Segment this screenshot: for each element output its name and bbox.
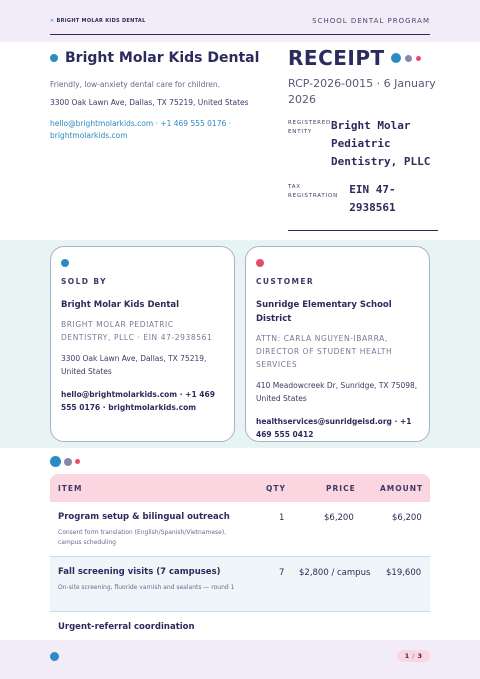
footer-dot-icon bbox=[50, 652, 59, 661]
page-indicator bbox=[397, 650, 430, 662]
row-description bbox=[58, 622, 238, 632]
dot-medium-icon bbox=[64, 458, 72, 466]
header-amount: AMOUNT bbox=[380, 484, 424, 493]
receipt-rule bbox=[288, 230, 438, 231]
company-address: 3300 Oak Lawn Ave, Dallas, TX 75219, United States bbox=[50, 98, 249, 107]
table-row bbox=[50, 502, 430, 557]
tax-registration bbox=[288, 181, 438, 217]
company-header bbox=[50, 50, 270, 142]
row-description bbox=[58, 567, 238, 593]
row-description bbox=[58, 512, 238, 548]
registered-entity bbox=[288, 117, 438, 171]
row-title: Fall screening visits (7 campuses) bbox=[58, 567, 221, 577]
registered-value: Bright Molar Pediatric Dentistry, PLLC bbox=[331, 119, 431, 168]
sold-by-name: Bright Molar Kids Dental bbox=[61, 300, 180, 310]
dot-large-icon bbox=[50, 456, 61, 467]
tax-value: EIN 47-2938561 bbox=[349, 183, 396, 214]
row-title: Urgent-referral coordination bbox=[58, 622, 195, 632]
company-name: Bright Molar Kids Dental bbox=[65, 50, 260, 66]
header-price: PRICE bbox=[326, 484, 356, 493]
x-mark-icon: ✕ bbox=[50, 18, 55, 24]
header-qty: QTY bbox=[266, 484, 286, 493]
receipt-title bbox=[288, 46, 438, 70]
sold-by-address: 3300 Oak Lawn Ave, Dallas, TX 75219, United States bbox=[61, 354, 207, 376]
sold-by-contact[interactable]: hello@brightmolarkids.com · +1 469 555 0176 · brightmolarkids.com bbox=[61, 390, 215, 412]
row-qty: 1 bbox=[279, 513, 285, 523]
line-items-table bbox=[50, 474, 430, 639]
page-total: 3 bbox=[417, 652, 422, 660]
customer-address: 410 Meadowcreek Dr, Sunridge, TX 75098, United States bbox=[256, 381, 418, 403]
separator-dots bbox=[50, 456, 80, 467]
customer-attn: ATTN: CARLA NGUYEN-IBARRA, DIRECTOR OF STUDENT HEALTH SERVICES bbox=[256, 334, 393, 369]
registered-label: REGISTERED ENTITY bbox=[288, 120, 332, 135]
page-separator: / bbox=[412, 652, 415, 660]
page-current: 1 bbox=[404, 652, 410, 660]
row-amount: $6,200 bbox=[392, 513, 422, 523]
program-label: SCHOOL DENTAL PROGRAM bbox=[312, 17, 430, 25]
row-title: Program setup & bilingual outreach bbox=[58, 512, 230, 522]
dot-large-icon bbox=[391, 53, 401, 63]
row-subtitle: On-site screening, fluoride varnish and sealants — round 1 bbox=[58, 584, 235, 591]
customer-name: Sunridge Elementary School District bbox=[256, 300, 392, 324]
table-row bbox=[50, 557, 430, 612]
brand-mini bbox=[50, 18, 146, 24]
row-price: $6,200 bbox=[324, 513, 354, 523]
row-subtitle: Consent form translation (English/Spanish/Vietnamese), campus scheduling bbox=[58, 529, 227, 546]
dot-small-icon bbox=[416, 56, 421, 61]
top-bar bbox=[0, 0, 480, 42]
receipt-header bbox=[288, 46, 438, 217]
sold-by-label: SOLD BY bbox=[61, 277, 107, 286]
receipt-title-text: RECEIPT bbox=[288, 46, 385, 70]
customer-label: CUSTOMER bbox=[256, 277, 315, 286]
brand-dot-icon bbox=[50, 54, 58, 62]
customer-dot-icon bbox=[256, 259, 264, 267]
table-row bbox=[50, 612, 430, 639]
row-price: $2,800 / campus bbox=[299, 568, 371, 578]
sold-by-card bbox=[50, 246, 235, 442]
dot-medium-icon bbox=[405, 55, 412, 62]
row-amount: $19,600 bbox=[386, 568, 422, 578]
dot-small-icon bbox=[75, 459, 80, 464]
footer bbox=[0, 640, 480, 679]
customer-card bbox=[245, 246, 430, 442]
company-tagline: Friendly, low-anxiety dental care for children. bbox=[50, 80, 221, 89]
receipt-number: RCP-2026-0015 · 6 January 2026 bbox=[288, 77, 436, 106]
sold-by-dot-icon bbox=[61, 259, 69, 267]
sold-by-legal: BRIGHT MOLAR PEDIATRIC DENTISTRY, PLLC · EIN 47-2938561 bbox=[61, 320, 213, 342]
table-header bbox=[50, 474, 430, 502]
customer-contact[interactable]: healthservices@sunridgeisd.org · +1 469 555 0412 bbox=[256, 417, 412, 439]
tax-label: TAX REGISTRATION bbox=[288, 184, 338, 199]
brand-mini-label: BRIGHT MOLAR KIDS DENTAL bbox=[56, 18, 146, 24]
header-item: ITEM bbox=[58, 484, 83, 493]
top-rule bbox=[50, 34, 430, 35]
row-qty: 7 bbox=[279, 568, 285, 578]
company-title bbox=[50, 50, 270, 66]
company-contact[interactable]: hello@brightmolarkids.com · +1 469 555 0176 · brightmolarkids.com bbox=[50, 119, 232, 140]
